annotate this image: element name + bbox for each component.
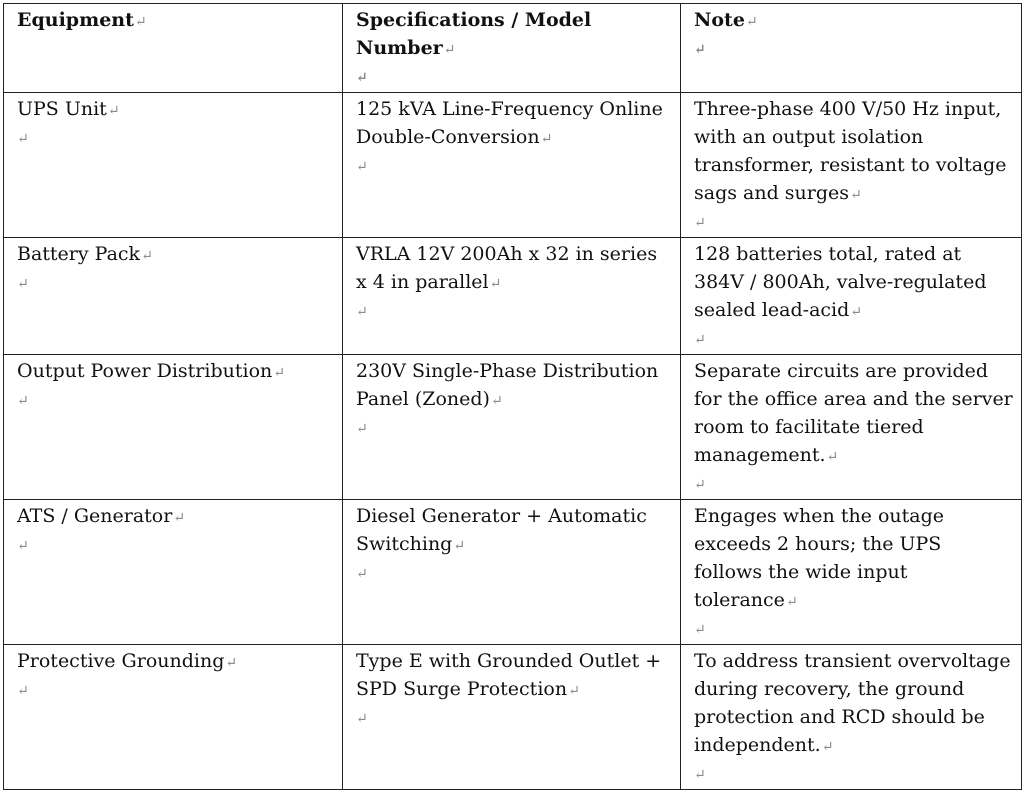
- paragraph-mark-icon: ↵: [356, 421, 368, 437]
- paragraph-mark-icon: ↵: [694, 767, 706, 783]
- paragraph-mark-icon: ↵: [356, 159, 368, 175]
- cell-text: ATS / Generator: [17, 505, 173, 527]
- paragraph-mark-icon: ↵: [821, 739, 834, 755]
- cell-text: To address transient overvoltage during recovery, the ground protection and RCD should be independent.: [694, 650, 1011, 756]
- cell-specifications: [343, 645, 681, 790]
- paragraph-mark-icon: ↵: [141, 248, 153, 264]
- paragraph-mark-icon: ↵: [107, 103, 120, 119]
- paragraph-mark-icon: ↵: [850, 187, 862, 203]
- cell-text: 125 kVA Line-Frequency Online Double-Conversion: [356, 98, 663, 148]
- paragraph-mark-icon: ↵: [850, 304, 863, 320]
- cell-note: [681, 645, 1022, 790]
- table-row: [4, 645, 1022, 790]
- paragraph-mark-icon: ↵: [356, 566, 368, 582]
- cell-equipment: [4, 93, 343, 238]
- equipment-spec-table: [3, 3, 1022, 790]
- cell-note: [681, 93, 1022, 238]
- header-cell-specifications: [343, 4, 681, 93]
- paragraph-mark-icon: ↵: [540, 131, 553, 147]
- cell-note: [681, 238, 1022, 355]
- table-row: [4, 238, 1022, 355]
- header-label: Specifications / Model Number: [356, 9, 592, 59]
- header-label: Note: [694, 9, 745, 31]
- cell-specifications: [343, 238, 681, 355]
- cell-text: Diesel Generator + Automatic Switching: [356, 505, 647, 555]
- paragraph-mark-icon: ↵: [173, 510, 186, 526]
- cell-text: Engages when the outage exceeds 2 hours; the UPS follows the wide input tolerance: [694, 505, 945, 611]
- paragraph-mark-icon: ↵: [356, 711, 368, 727]
- paragraph-mark-icon: ↵: [17, 276, 29, 292]
- paragraph-mark-icon: ↵: [273, 365, 285, 381]
- cell-text: UPS Unit: [17, 98, 107, 120]
- paragraph-mark-icon: ↵: [17, 393, 29, 409]
- cell-equipment: [4, 355, 343, 500]
- paragraph-mark-icon: ↵: [134, 14, 147, 30]
- cell-text: Output Power Distribution: [17, 360, 273, 382]
- paragraph-mark-icon: ↵: [694, 332, 706, 348]
- cell-text: Separate circuits are provided for the office area and the server room to facilitate tiered management.: [694, 360, 1013, 466]
- cell-equipment: [4, 645, 343, 790]
- paragraph-mark-icon: ↵: [745, 14, 758, 30]
- table-row: [4, 93, 1022, 238]
- paragraph-mark-icon: ↵: [17, 538, 29, 554]
- cell-note: [681, 500, 1022, 645]
- paragraph-mark-icon: ↵: [356, 304, 368, 320]
- cell-note: [681, 355, 1022, 500]
- cell-text: 230V Single-Phase Distribution Panel (Zoned): [356, 360, 659, 410]
- cell-specifications: [343, 93, 681, 238]
- paragraph-mark-icon: ↵: [785, 594, 798, 610]
- table-row: [4, 355, 1022, 500]
- cell-specifications: [343, 355, 681, 500]
- paragraph-mark-icon: ↵: [356, 70, 368, 86]
- cell-text: Type E with Grounded Outlet + SPD Surge Protection: [356, 650, 662, 700]
- header-cell-equipment: [4, 4, 343, 93]
- paragraph-mark-icon: ↵: [568, 683, 580, 699]
- cell-text: 128 batteries total, rated at 384V / 800Ah, valve-regulated sealed lead-acid: [694, 243, 987, 321]
- cell-text: VRLA 12V 200Ah x 32 in series x 4 in parallel: [356, 243, 658, 293]
- paragraph-mark-icon: ↵: [453, 538, 466, 554]
- paragraph-mark-icon: ↵: [443, 42, 456, 58]
- header-row: [4, 4, 1022, 93]
- cell-equipment: [4, 238, 343, 355]
- header-cell-note: [681, 4, 1022, 93]
- paragraph-mark-icon: ↵: [225, 655, 238, 671]
- paragraph-mark-icon: ↵: [489, 276, 502, 292]
- cell-text: Protective Grounding: [17, 650, 225, 672]
- paragraph-mark-icon: ↵: [17, 131, 29, 147]
- paragraph-mark-icon: ↵: [694, 477, 706, 493]
- paragraph-mark-icon: ↵: [694, 215, 706, 231]
- table-row: [4, 500, 1022, 645]
- cell-text: Three-phase 400 V/50 Hz input, with an output isolation transformer, resistant to voltage sags and surges: [694, 98, 1007, 204]
- paragraph-mark-icon: ↵: [826, 449, 839, 465]
- paragraph-mark-icon: ↵: [17, 683, 29, 699]
- cell-text: Battery Pack: [17, 243, 141, 265]
- paragraph-mark-icon: ↵: [490, 393, 503, 409]
- header-label: Equipment: [17, 9, 134, 31]
- cell-specifications: [343, 500, 681, 645]
- paragraph-mark-icon: ↵: [694, 622, 706, 638]
- cell-equipment: [4, 500, 343, 645]
- paragraph-mark-icon: ↵: [694, 42, 706, 58]
